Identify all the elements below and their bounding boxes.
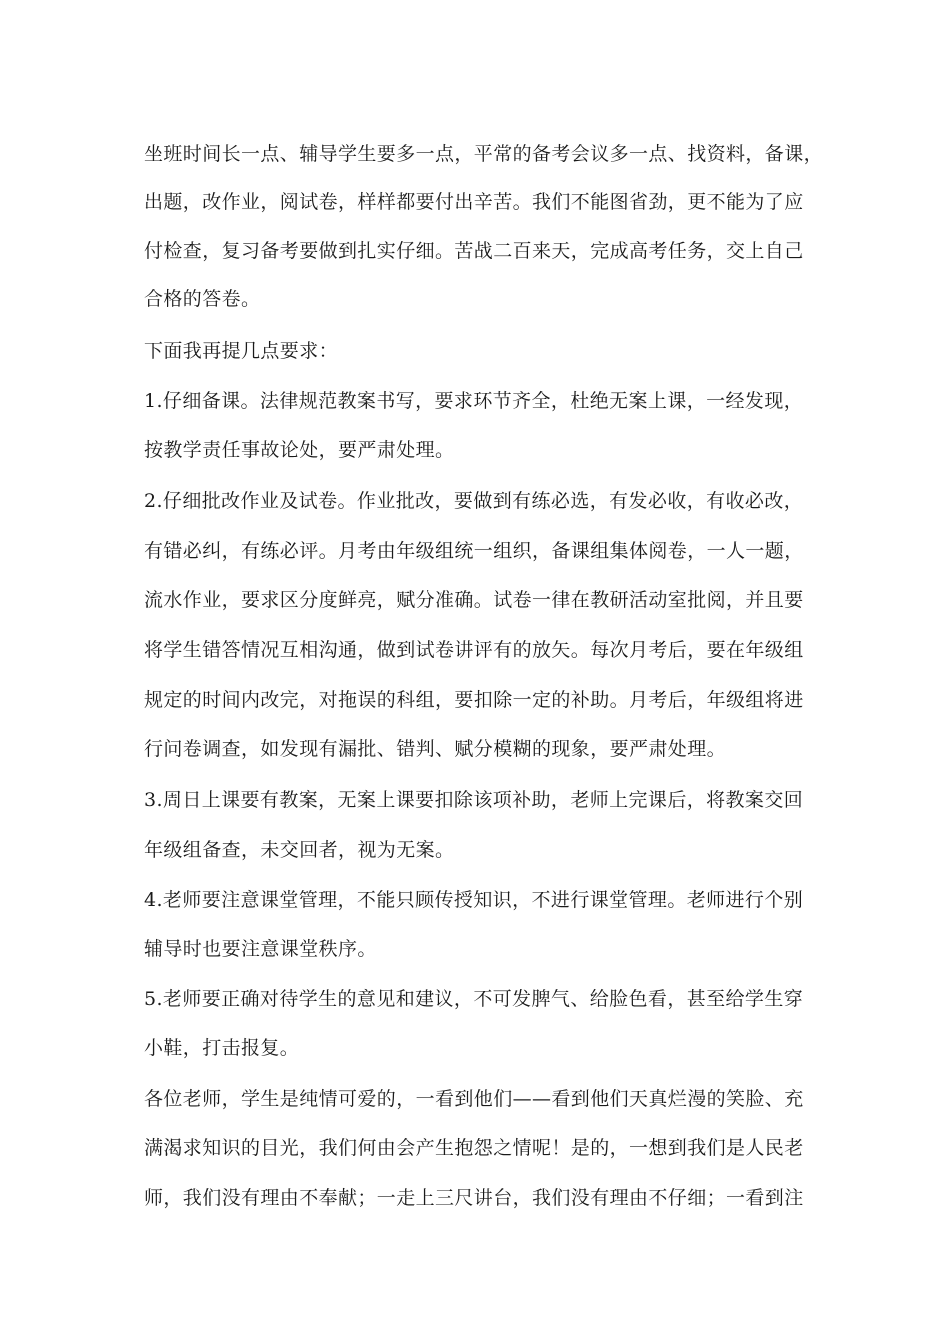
text-line: 有错必纠，有练必评。月考由年级组统一组织，备课组集体阅卷，一人一题， [144,540,804,562]
text-line: 师，我们没有理由不奉献；一走上三尺讲台，我们没有理由不仔细；一看到注 [144,1187,804,1209]
text-line: 按教学责任事故论处，要严肃处理。 [144,439,455,461]
text-line: 行问卷调查，如发现有漏批、错判、赋分模糊的现象，要严肃处理。 [144,738,727,760]
text-line: 辅导时也要注意课堂秩序。 [144,938,377,960]
text-line: 3.周日上课要有教案，无案上课要扣除该项补助，老师上完课后，将教案交回 [144,789,804,811]
text-line: 1.仔细备课。法律规范教案书写，要求环节齐全，杜绝无案上课，一经发现， [144,390,804,412]
text-line: 年级组备查，未交回者，视为无案。 [144,839,455,861]
text-line: 规定的时间内改完，对拖误的科组，要扣除一定的补助。月考后，年级组将进 [144,689,804,711]
text-line: 坐班时间长一点、辅导学生要多一点，平常的备考会议多一点、找资料，备课， [144,143,824,165]
text-line: 流水作业，要求区分度鲜亮，赋分准确。试卷一律在教研活动室批阅，并且要 [144,589,804,611]
text-line: 合格的答卷。 [144,288,261,310]
text-line: 各位老师，学生是纯情可爱的，一看到他们——看到他们天真烂漫的笑脸、充 [144,1088,804,1110]
text-line: 满渴求知识的目光，我们何由会产生抱怨之情呢！是的，一想到我们是人民老 [144,1137,804,1159]
text-line: 下面我再提几点要求： [144,340,339,362]
text-line: 将学生错答情况互相沟通，做到试卷讲评有的放矢。每次月考后，要在年级组 [144,639,804,661]
text-line: 付检查，复习备考要做到扎实仔细。苦战二百来天，完成高考任务，交上自己 [144,240,804,262]
text-line: 4.老师要注意课堂管理，不能只顾传授知识，不进行课堂管理。老师进行个别 [144,889,804,911]
text-line: 出题，改作业，阅试卷，样样都要付出辛苦。我们不能图省劲，更不能为了应 [144,191,804,213]
text-line: 小鞋，打击报复。 [144,1037,300,1059]
text-line: 5.老师要正确对待学生的意见和建议，不可发脾气、给脸色看，甚至给学生穿 [144,988,804,1010]
text-line: 2.仔细批改作业及试卷。作业批改，要做到有练必选，有发必收，有收必改， [144,490,804,512]
